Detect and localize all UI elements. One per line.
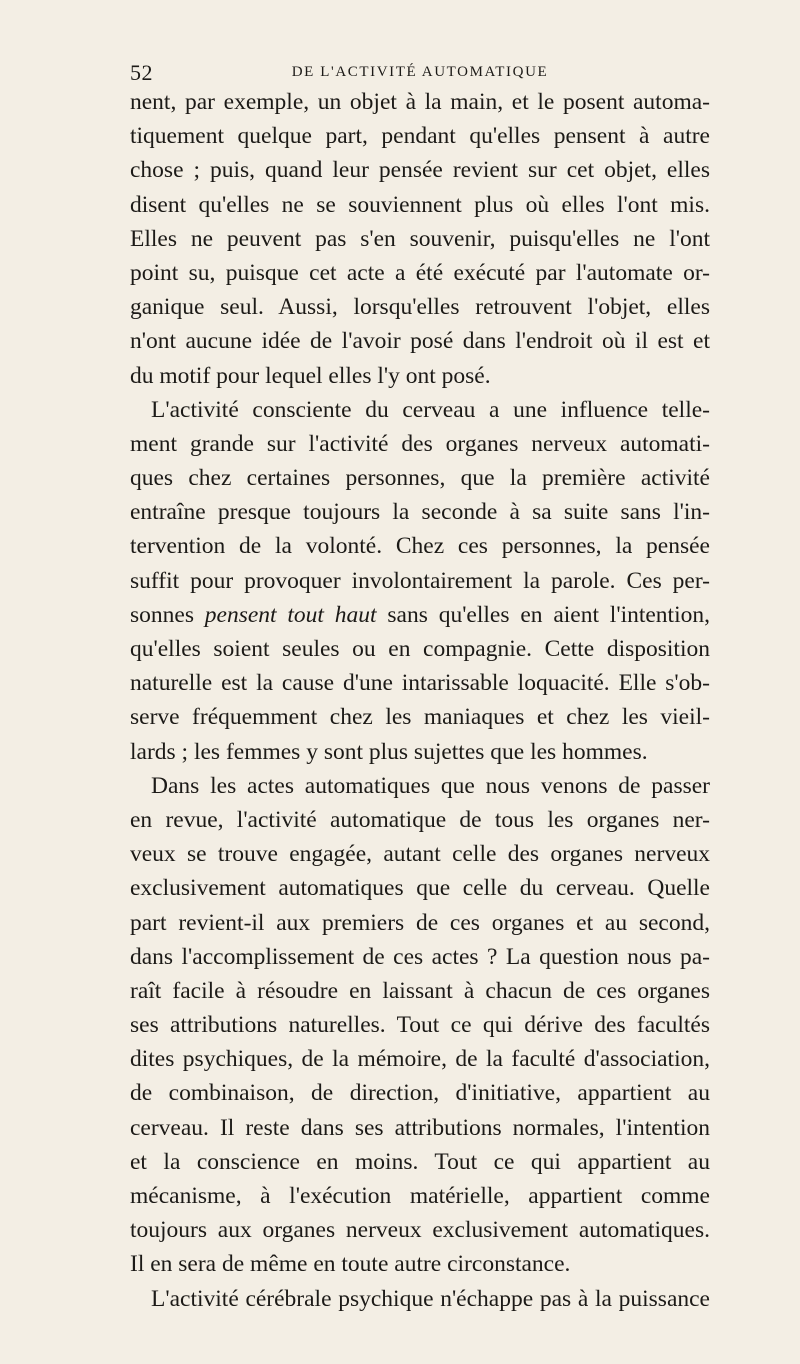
text-line: ganique seul. Aussi, lorsqu'elles retrouvent l'objet, elles <box>130 294 710 321</box>
text-line: ques chez certaines personnes, que la première activité <box>130 465 710 492</box>
text-line: naturelle est la cause d'une intarissable loquacité. Elle s'ob- <box>130 670 710 697</box>
text-line: point su, puisque cet acte a été exécuté par l'automate or- <box>130 259 710 286</box>
running-head: DE L'ACTIVITÉ AUTOMATIQUE <box>291 64 549 80</box>
paragraph-end-line: du motif pour lequel elles l'y ont posé. <box>130 362 491 389</box>
paragraph-end-line: lards ; les femmes y sont plus sujettes que les hommes. <box>130 738 648 765</box>
text-line: cerveau. Il reste dans ses attributions normales, l'intention <box>130 1114 710 1141</box>
text-line: veux se trouve engagée, autant celle des organes nerveux <box>130 841 710 868</box>
text-line: toujours aux organes nerveux exclusivement automatiques. <box>130 1217 710 1244</box>
italic-phrase: pensent tout haut <box>204 601 377 628</box>
paragraph-end-line: Il en sera de même en toute autre circonstance. <box>130 1251 571 1278</box>
body-text <box>130 85 710 1316</box>
text-line: chose ; puis, quand leur pensée revient sur cet objet, elles <box>130 157 710 184</box>
text-line: ment grande sur l'activité des organes nerveux automati- <box>130 430 710 457</box>
text-line: et la conscience en moins. Tout ce qui appartient au <box>130 1148 710 1175</box>
text-line: suffit pour provoquer involontairement la parole. Ces per- <box>130 567 710 594</box>
text-line: en revue, l'activité automatique de tous les organes ner- <box>130 806 710 833</box>
page-number: 52 <box>130 60 153 85</box>
text-line: de combinaison, de direction, d'initiative, appartient au <box>130 1080 710 1107</box>
line-end-text: sans qu'elles en aient l'intention, <box>376 601 710 628</box>
text-line: entraîne presque toujours la seconde à sa suite sans l'in- <box>130 499 710 526</box>
text-line: n'ont aucune idée de l'avoir posé dans l'endroit où il est et <box>130 328 710 355</box>
text-line: part revient-il aux premiers de ces organes et au second, <box>130 909 710 936</box>
text-line: disent qu'elles ne se souviennent plus où elles l'ont mis. <box>130 191 710 218</box>
text-line: raît facile à résoudre en laissant à chacun de ces organes <box>130 977 710 1004</box>
text-line: nent, par exemple, un objet à la main, et le posent automa- <box>130 89 710 115</box>
text-line: ses attributions naturelles. Tout ce qui dérive des facultés <box>130 1012 710 1039</box>
text-line-with-italic <box>130 598 710 632</box>
text-line: tiquement quelque part, pendant qu'elles pensent à autre <box>130 123 710 150</box>
paragraph-start-line: Dans les actes automatiques que nous venons de passer <box>151 772 710 799</box>
text-line: dans l'accomplissement de ces actes ? La question nous pa- <box>130 943 710 970</box>
text-line: Elles ne peuvent pas s'en souvenir, puisqu'elles ne l'ont <box>130 225 710 252</box>
text-line: exclusivement automatiques que celle du cerveau. Quelle <box>130 875 710 902</box>
text-line: qu'elles soient seules ou en compagnie. Cette disposition <box>130 636 710 662</box>
text-line: mécanisme, à l'exécution matérielle, appartient comme <box>130 1183 710 1209</box>
paragraph-start-line: L'activité consciente du cerveau a une influence telle- <box>151 396 710 423</box>
text-line: tervention de la volonté. Chez ces personnes, la pensée <box>130 533 710 560</box>
line-start-text: sonnes <box>130 601 205 628</box>
text-line: dites psychiques, de la mémoire, de la faculté d'association, <box>130 1046 710 1073</box>
text-line: serve fréquemment chez les maniaques et chez les vieil- <box>130 704 710 731</box>
paragraph-start-line: L'activité cérébrale psychique n'échappe pas à la puissance <box>151 1285 710 1312</box>
